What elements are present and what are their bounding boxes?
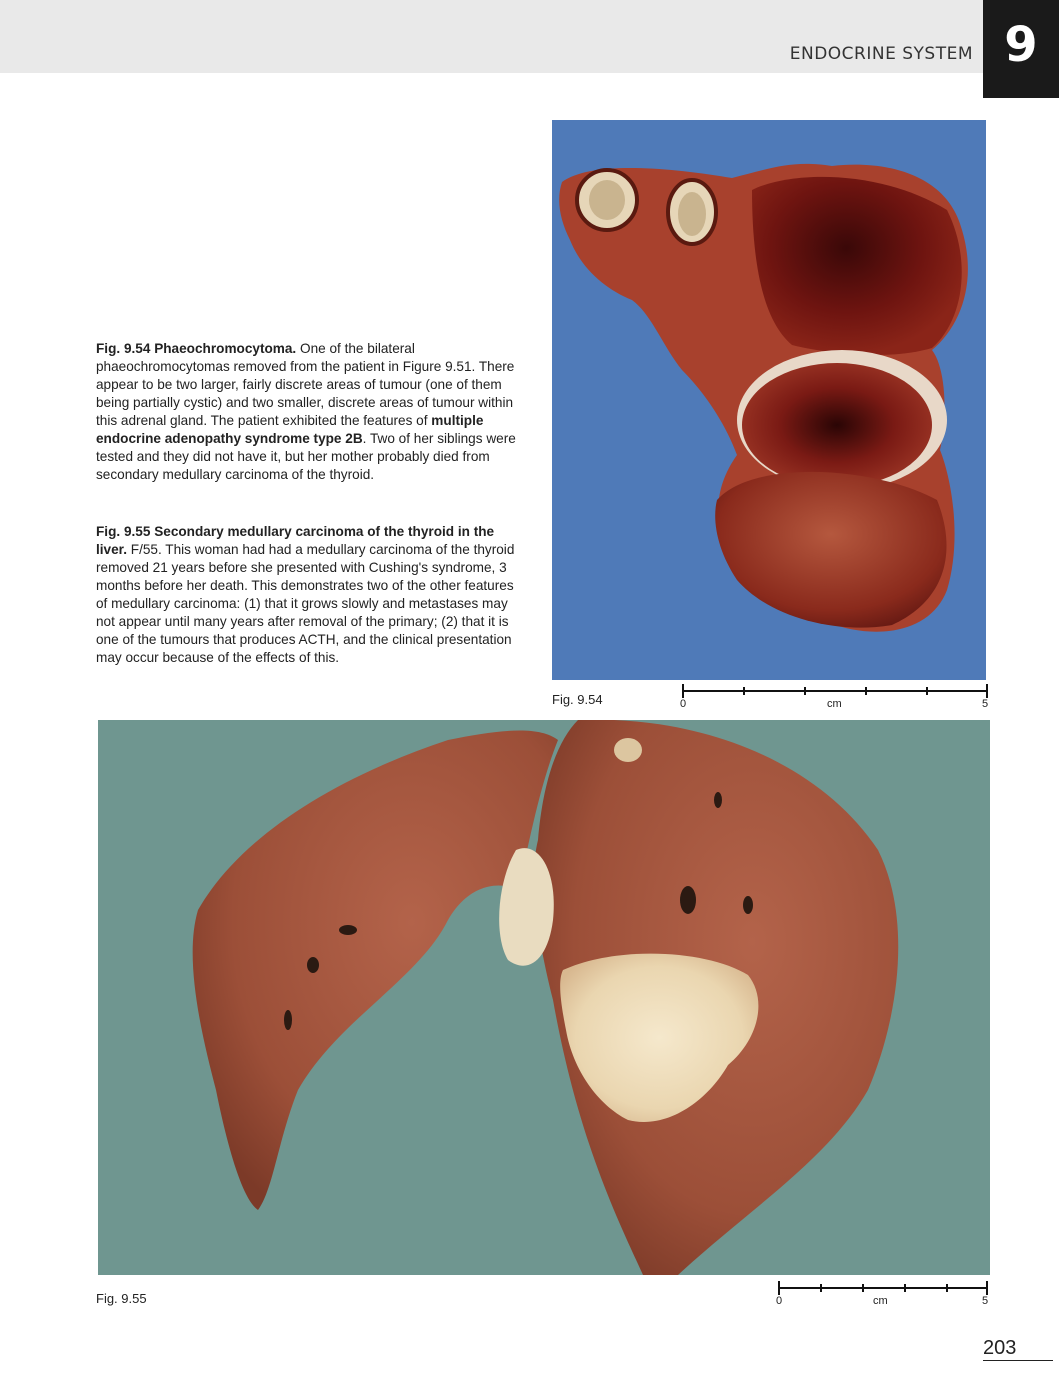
scale-bar	[778, 1281, 988, 1311]
scale-tick	[862, 1284, 864, 1292]
caption-text: One of the bilateral phaeochromocytomas removed from the patient in Figure 9.51. There appear to be two larger, fairly discrete areas of tumour (one of them being partially cystic) and two smaller, discrete areas of tumour within this adrenal gland. The patient exhibited the features of	[96, 341, 515, 428]
scale-end-label: 5	[982, 1295, 989, 1307]
scale-end-label: 5	[982, 698, 989, 710]
figure-label: Fig. 9.54	[552, 692, 603, 707]
caption-fig-9-55	[96, 523, 528, 667]
vessel	[307, 957, 319, 973]
scale-start-label: 0	[776, 1295, 783, 1307]
phaeochromocytoma-photo	[552, 120, 986, 680]
caption-title: Secondary medullary carcinoma of the thyroid in the liver.	[96, 524, 495, 557]
scale-tick	[804, 687, 806, 695]
scale-tick	[904, 1284, 906, 1292]
liver-photo	[98, 720, 990, 1275]
caption-text: F/55. This woman had had a medullary carcinoma of the thyroid removed 21 years before she presented with Cushing's syndrome, 3 months before her death. This demonstrates two of the other features of medullary carcinoma: (1) that it grows slowly and metastases may not appear until many years after removal of the primary; (2) that it is one of the tumours that produces ACTH, and the clinical presentation may occur because of the effects of this.	[96, 542, 515, 665]
scale-tick	[778, 1281, 780, 1295]
scale-tick	[682, 684, 684, 698]
scale-line	[778, 1287, 988, 1289]
page-number: 203	[983, 1337, 1017, 1359]
scale-tick	[986, 1281, 988, 1295]
caption-text: . Two of her siblings were tested and they did not have it, but her mother probably died from secondary medullary carcinoma of the thyroid.	[96, 431, 516, 482]
caption-label: Fig. 9.54	[96, 341, 151, 356]
vessel	[339, 925, 357, 935]
chapter-number-badge: 9	[983, 0, 1059, 98]
caption-fig-9-54	[96, 340, 528, 484]
vessel	[680, 886, 696, 914]
scale-tick	[743, 687, 745, 695]
scale-tick	[820, 1284, 822, 1292]
vessel	[743, 896, 753, 914]
chapter-title: ENDOCRINE SYSTEM	[789, 44, 973, 64]
gland-core	[589, 180, 625, 220]
small-metastasis	[614, 738, 642, 762]
scale-unit-label: cm	[827, 698, 842, 710]
gland-core	[678, 192, 706, 236]
scale-line	[682, 690, 988, 692]
scale-tick	[926, 687, 928, 695]
scale-tick	[946, 1284, 948, 1292]
page-number-rule	[983, 1360, 1053, 1361]
caption-label: Fig. 9.55	[96, 524, 151, 539]
scale-tick	[986, 684, 988, 698]
scale-start-label: 0	[680, 698, 687, 710]
vessel	[284, 1010, 292, 1030]
scale-bar	[682, 684, 988, 714]
caption-title: Phaeochromocytoma.	[154, 341, 297, 356]
figure-label: Fig. 9.55	[96, 1291, 147, 1306]
cystic-tumour	[742, 363, 932, 487]
scale-tick	[865, 687, 867, 695]
caption-bold-term: multiple endocrine adenopathy syndrome type 2B	[96, 413, 484, 446]
vessel	[714, 792, 722, 808]
scale-unit-label: cm	[873, 1295, 888, 1307]
tumour-area	[752, 177, 962, 355]
